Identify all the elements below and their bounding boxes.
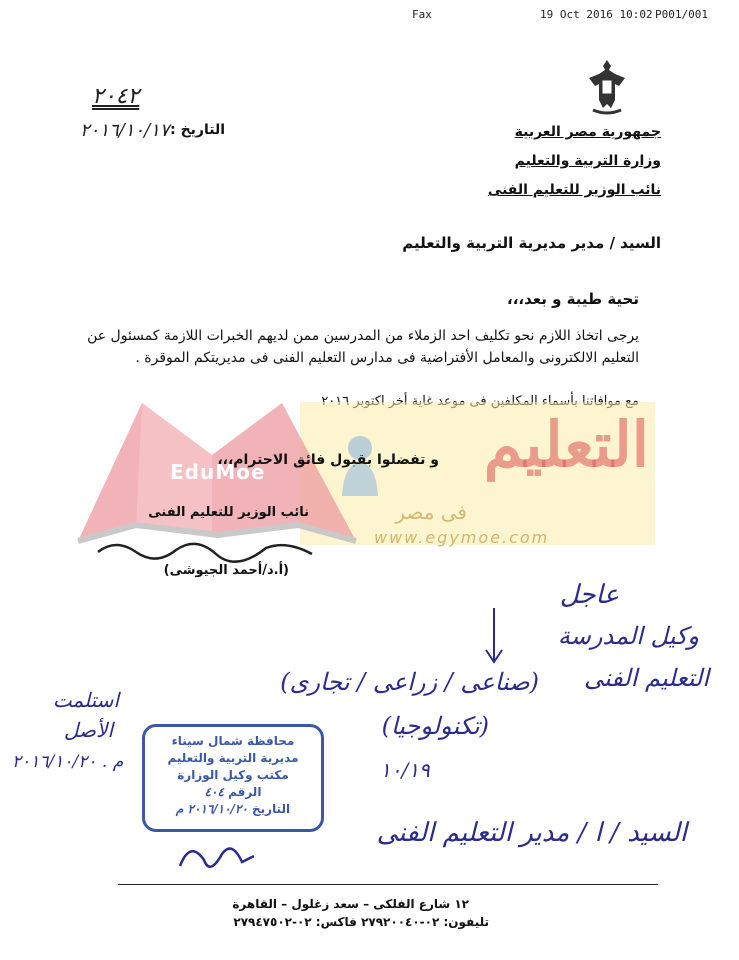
handwritten-bottom-note: السيد / ا / مدير التعليم الفنى bbox=[376, 818, 687, 848]
stamp-date-label: التاريخ bbox=[252, 802, 291, 816]
initials-scribble bbox=[170, 836, 260, 886]
handwritten-line-4: (تكنولوجيا) bbox=[381, 712, 489, 740]
stamp-number-row bbox=[153, 784, 313, 801]
footer-divider bbox=[118, 884, 658, 885]
signatory-name: (أ.د/أحمد الجيوشى) bbox=[163, 563, 289, 578]
footer-phone: تليفون: ٠٢-٢٧٩٢٠٠٤٠ فاكس: ٠٢-٢٧٩٤٧٥٠٢ bbox=[233, 915, 489, 929]
stamp-number-value: ٤٠٤ bbox=[204, 785, 224, 799]
handwritten-urgent: عاجل bbox=[559, 580, 619, 610]
fax-page-number: P001/001 bbox=[655, 8, 708, 21]
handwritten-line-3: (صناعى / زراعى / تجارى) bbox=[280, 668, 539, 696]
watermark-brand: التعليم bbox=[483, 408, 649, 481]
footer-address: ١٢ شارع الفلكى – سعد زغلول – القاهرة bbox=[232, 897, 469, 911]
handwritten-line-1: وكيل المدرسة bbox=[557, 622, 699, 650]
watermark-url: www.egymoe.com bbox=[374, 528, 550, 547]
stamp-line-2: مديرية التربية والتعليم bbox=[167, 751, 299, 765]
official-stamp bbox=[142, 724, 324, 832]
watermark-badge: EduMoe bbox=[170, 460, 266, 484]
handwritten-left-note-1: استلمت bbox=[52, 688, 119, 712]
arrow-down-icon bbox=[484, 606, 504, 666]
stamp-line-3: مكتب وكيل الوزارة bbox=[177, 768, 289, 782]
body-paragraph-1: يرجى اتخاذ اللازم نحو تكليف احد الزملاء من المدرسين ممن لديهم الخبرات اللازمة كمسئول عن التعليم الالكترونى والمعامل الأفتراضية فى مدارس التعليم الفنى فى مديريتكم الموقرة . bbox=[87, 328, 639, 366]
stamp-date-value: ٢٠١٦/١٠/٢٠ م bbox=[175, 802, 248, 816]
fax-label: Fax bbox=[412, 8, 432, 21]
stamp-number-label: الرقم bbox=[228, 785, 262, 799]
letterhead-country: جمهورية مصر العربية bbox=[514, 124, 661, 140]
watermark-sub: فى مصر bbox=[395, 500, 467, 524]
handwritten-line-2: التعليم الفنى bbox=[584, 664, 709, 692]
eagle-emblem-icon bbox=[585, 56, 629, 118]
signatory-title: نائب الوزير للتعليم الفنى bbox=[148, 505, 309, 520]
stamp-line-1: محافظة شمال سيناء bbox=[171, 734, 295, 748]
handwritten-left-note-3: م . ٢٠١٦/١٠/٢٠ bbox=[12, 752, 124, 772]
date-label: التاريخ : bbox=[170, 122, 225, 138]
closing-line: و تفضلوا بقبول فائق الاحترام،،، bbox=[217, 452, 439, 468]
handwritten-left-note-2: الأصل bbox=[63, 718, 113, 742]
stamp-date-row bbox=[153, 801, 313, 818]
fax-datetime: 19 Oct 2016 10:02 bbox=[540, 8, 653, 21]
reference-number: ٢٠٤٢ bbox=[92, 84, 140, 109]
date-value: ٢٠١٦/١٠/١٧ bbox=[80, 120, 170, 141]
greeting: تحية طيبة و بعد،،، bbox=[507, 290, 639, 308]
letterhead-ministry: وزارة التربية والتعليم bbox=[514, 153, 661, 169]
letterhead-deputy: نائب الوزير للتعليم الفنى bbox=[487, 182, 661, 198]
handwritten-date-note: ١٠/١٩ bbox=[380, 758, 430, 782]
addressee: السيد / مدير مديرية التربية والتعليم bbox=[402, 234, 661, 252]
